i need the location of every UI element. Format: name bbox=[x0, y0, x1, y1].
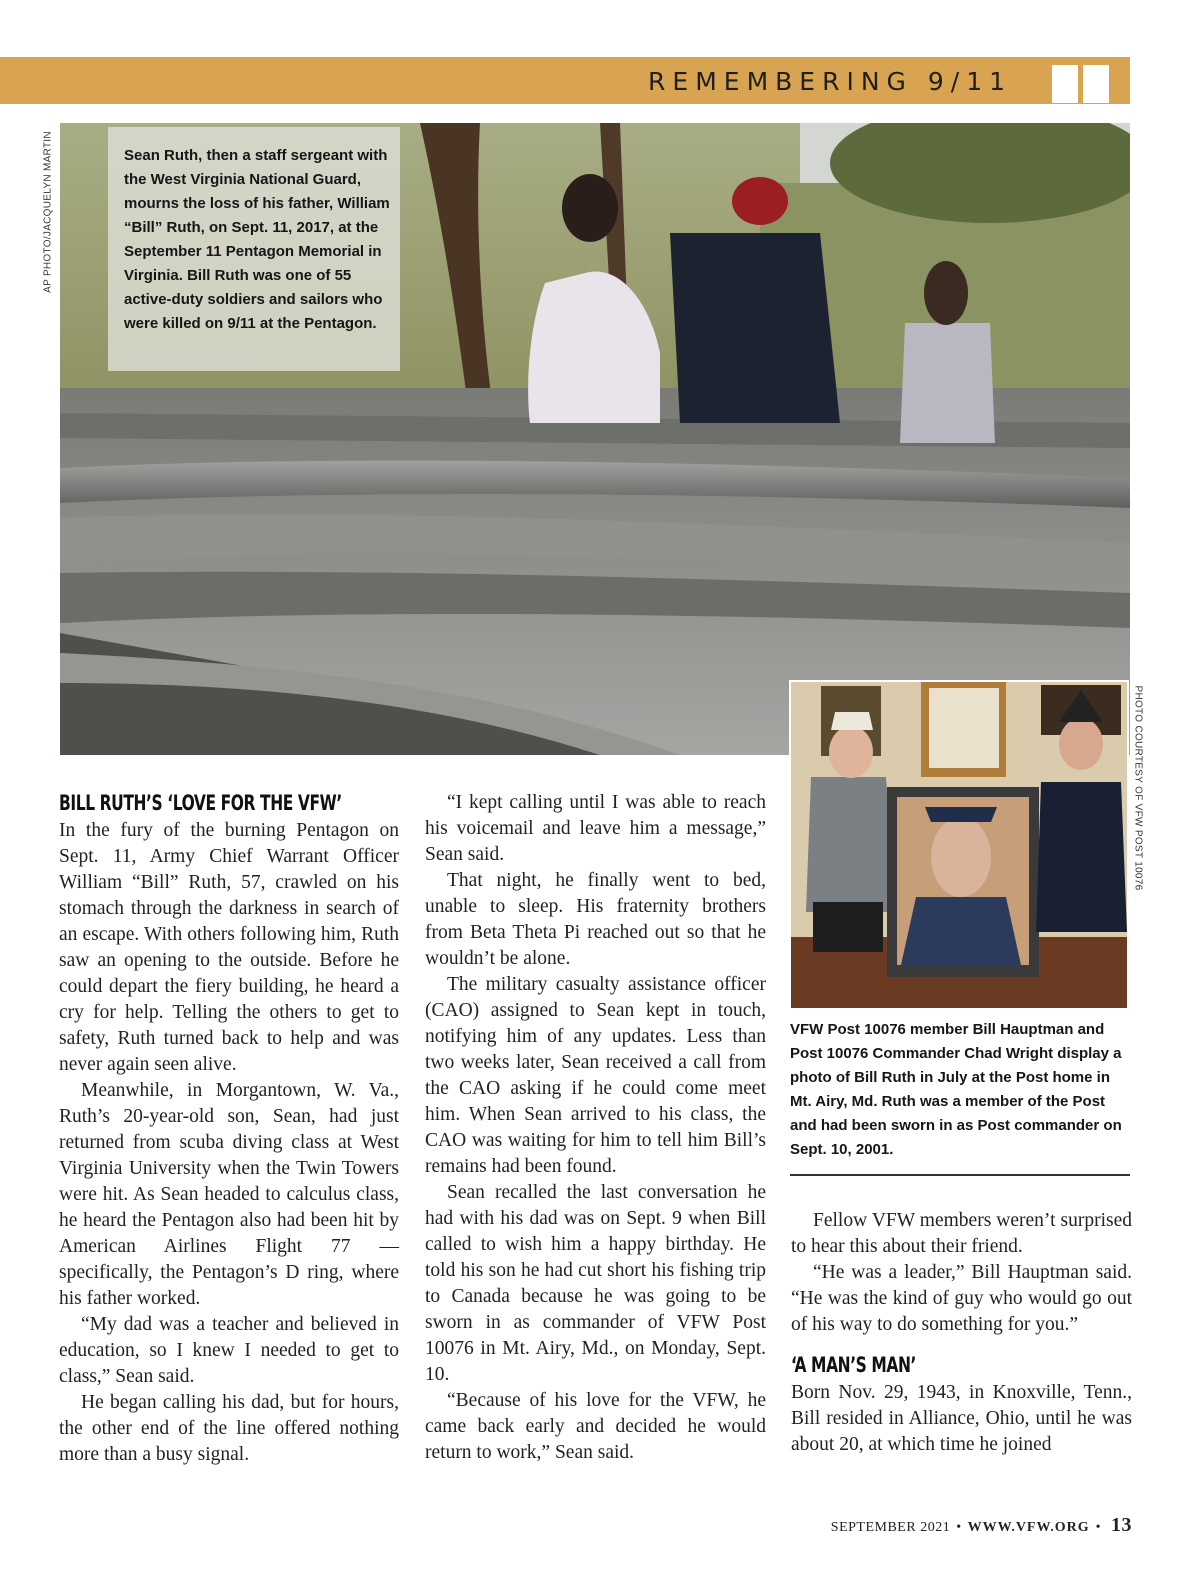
photo-caption-main: Sean Ruth, then a staff sergeant with the West Virginia National Guard, mourns the loss of his father, William “Bill” Ruth, on Sept. 11, 2017, at the September 11 Pentagon Memorial in Virginia. Bill Ruth was one of 55 active-duty soldiers and sailors who were killed on 9/11 at the Pentagon. bbox=[108, 127, 400, 371]
divider bbox=[790, 1174, 1130, 1176]
photo-credit-vfw: PHOTO COURTESY OF VFW POST 10076 bbox=[1132, 685, 1144, 891]
paragraph: The military casualty assistance officer (CAO) assigned to Sean kept in touch, notifying him of any updates. Less than two weeks later, Sean received a call from the CAO asking if he could come meet him. When Sean arrived to his class, the CAO was waiting for him to tell him Bill’s remains had been found. bbox=[425, 974, 766, 1177]
article-column-1 bbox=[59, 790, 399, 1468]
header-decoration-block bbox=[1052, 65, 1078, 103]
subhead: ‘A MAN’S MAN’ bbox=[791, 1353, 917, 1377]
subhead: BILL RUTH’S ‘LOVE FOR THE VFW’ bbox=[59, 791, 342, 815]
page-number: 13 bbox=[1111, 1514, 1132, 1536]
website-link[interactable]: WWW.VFW.ORG bbox=[967, 1520, 1090, 1535]
photo-credit-main: AP PHOTO/JACQUELYN MARTIN bbox=[42, 131, 54, 293]
paragraph: “My dad was a teacher and believed in education, so I knew I needed to get to class,” Sean said. bbox=[59, 1314, 399, 1387]
vfw-post-photo bbox=[789, 680, 1129, 1010]
paragraph: Born Nov. 29, 1943, in Knoxville, Tenn., Bill resided in Alliance, Ohio, until he was about 20, at which time he joined bbox=[791, 1382, 1132, 1455]
paragraph: In the fury of the burning Pentagon on Sept. 11, Army Chief Warrant Officer William “Bill” Ruth, 57, crawled on his stomach through the darkness in search of an escape. With others following him, Ruth saw an opening to the outside. Before he could depart the fiery building, he heard a cry for help. Telling the others to get to safety, Ruth turned back to help and was never again seen alive. bbox=[59, 820, 399, 1075]
section-header-bar bbox=[0, 57, 1130, 104]
page-footer bbox=[831, 1514, 1132, 1537]
paragraph: Fellow VFW members weren’t surprised to hear this about their friend. bbox=[791, 1210, 1132, 1257]
paragraph: He began calling his dad, but for hours, the other end of the line offered nothing more than a busy signal. bbox=[59, 1392, 399, 1465]
paragraph: “I kept calling until I was able to reach his voicemail and leave him a message,” Sean said. bbox=[425, 792, 766, 865]
header-decoration-block bbox=[1083, 65, 1109, 103]
separator-dot: • bbox=[1095, 1520, 1101, 1535]
paragraph: “Because of his love for the VFW, he came back early and decided he would return to work,” Sean said. bbox=[425, 1390, 766, 1463]
photo-caption-vfw: VFW Post 10076 member Bill Hauptman and Post 10076 Commander Chad Wright display a photo of Bill Ruth in July at the Post home in Mt. Airy, Md. Ruth was a member of the Post and had been sworn in as Post commander on Sept. 10, 2001. bbox=[790, 1021, 1122, 1158]
paragraph: Sean recalled the last conversation he had with his dad was on Sept. 9 when Bill called to wish him a happy birthday. He told his son he had cut short his fishing trip to Canada because he was going to be sworn in as commander of VFW Post 10076 in Mt. Airy, Md., on Monday, Sept. 10. bbox=[425, 1182, 766, 1385]
section-title: REMEMBERING 9/11 bbox=[648, 67, 1012, 96]
article-column-3 bbox=[791, 1208, 1132, 1458]
paragraph: That night, he finally went to bed, unable to sleep. His fraternity brothers from Beta Theta Pi reached out so that he wouldn’t be alone. bbox=[425, 870, 766, 969]
article-column-2 bbox=[425, 790, 766, 1466]
paragraph: “He was a leader,” Bill Hauptman said. “He was the kind of guy who would go out of his way to do something for you.” bbox=[791, 1262, 1132, 1335]
paragraph: Meanwhile, in Morgantown, W. Va., Ruth’s 20-year-old son, Sean, had just returned from scuba diving class at West Virginia University when the Twin Towers were hit. As Sean headed to calculus class, he heard the Pentagon also had been hit by American Airlines Flight 77 — specifically, the Pentagon’s D ring, where his father worked. bbox=[59, 1080, 399, 1309]
issue-date: SEPTEMBER 2021 bbox=[830, 1520, 951, 1535]
separator-dot: • bbox=[956, 1520, 962, 1535]
